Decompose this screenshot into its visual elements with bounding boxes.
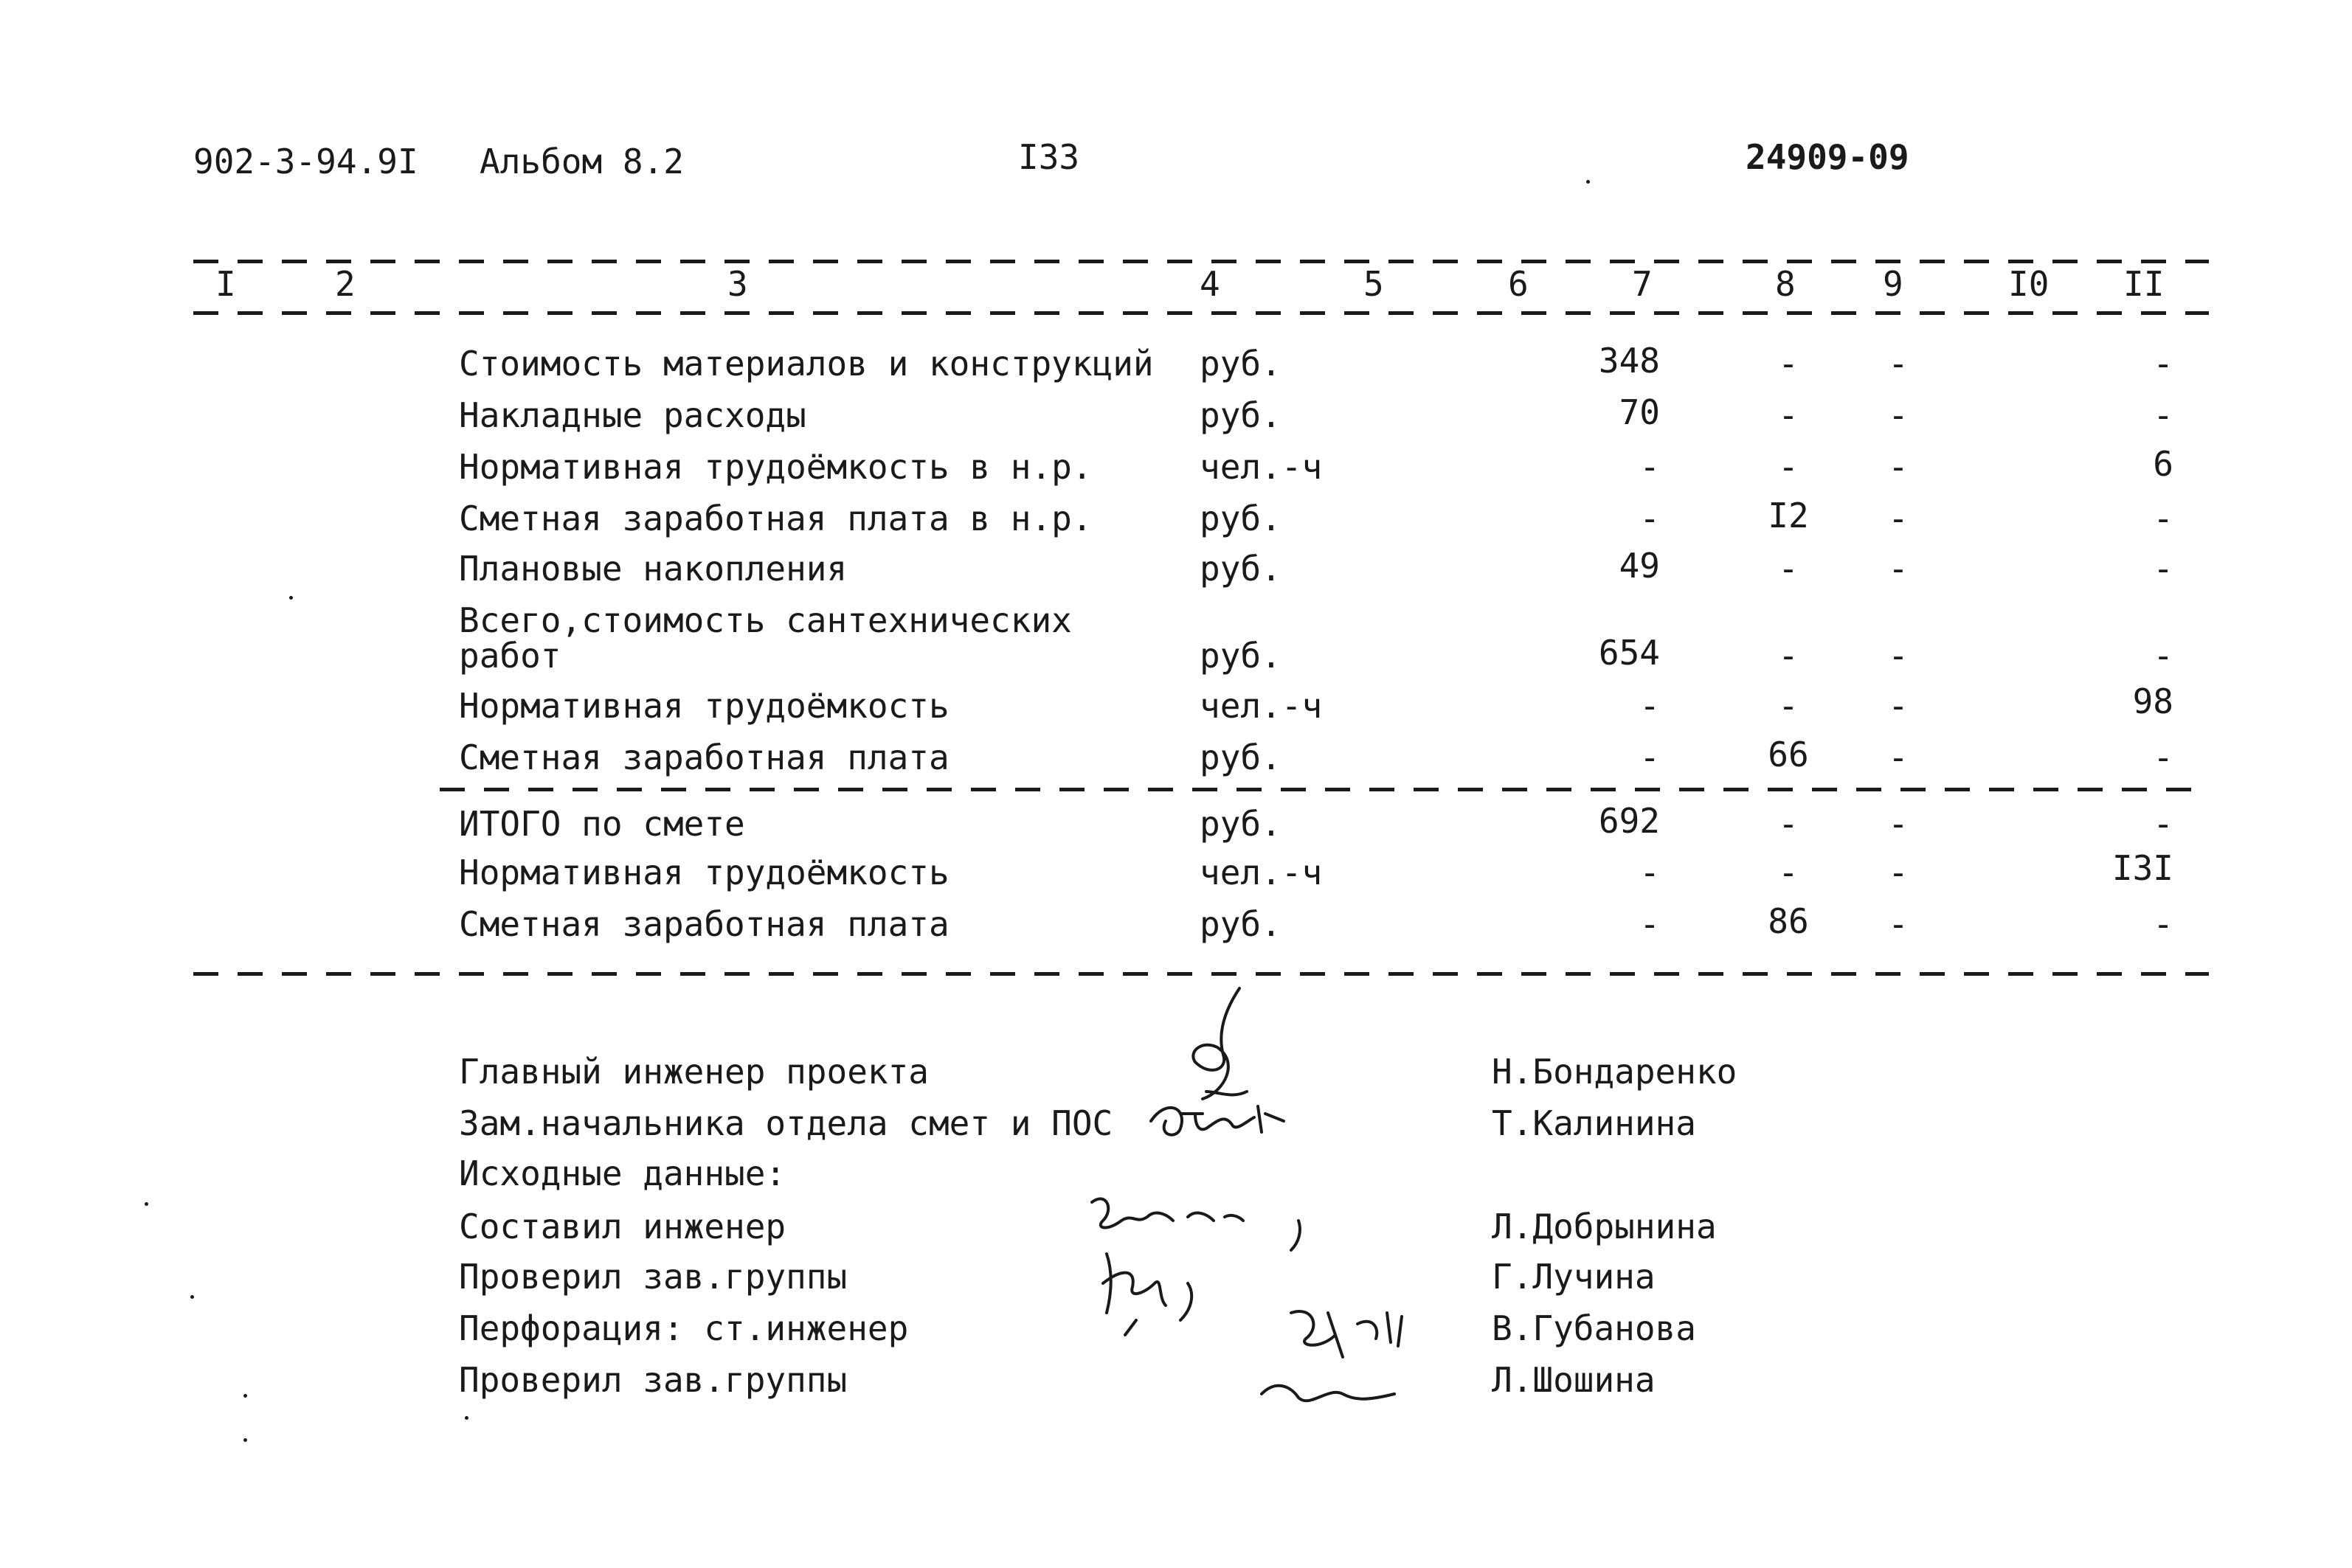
signature-name: В.Губанова [1492,1308,1696,1348]
row-col7: - [1639,499,1660,538]
scan-speck [243,1438,247,1442]
row-col11: - [2153,636,2173,676]
table-bottom-rule [193,972,2209,976]
row-col9: - [1888,344,1909,384]
row-col9: - [1888,904,1909,944]
column-number-3: 3 [727,264,748,304]
row-col11: 6 [2153,444,2173,484]
signature-role: Зам.начальника отдела смет и ПОС [459,1103,1113,1143]
scan-speck [243,1394,247,1398]
row-unit: руб. [1200,549,1282,589]
row-col8: - [1778,395,1799,435]
scan-speck [190,1295,194,1299]
row-col11: - [2153,738,2173,777]
row-name: ИТОГО по смете [459,804,745,844]
row-col8: - [1778,686,1799,726]
row-col11: - [2153,904,2173,944]
row-col9: - [1888,447,1909,487]
row-col8: - [1778,344,1799,384]
row-col8: - [1778,549,1799,589]
row-unit: руб. [1200,395,1282,435]
scan-speck [289,596,293,600]
signature-name: Л.Добрынина [1492,1207,1717,1246]
column-header-bottom-rule [193,311,2209,315]
column-header-top-rule [193,260,2209,263]
row-col7: 70 [1619,392,1660,432]
column-number-1: I [215,264,236,304]
handwritten-signature-deputy-head [1136,1092,1328,1151]
row-col7: 654 [1598,633,1660,673]
document-code: 902-3-94.9I [193,142,418,181]
row-col8: I2 [1768,496,1809,535]
row-col11: - [2153,395,2173,435]
row-col11: - [2153,804,2173,844]
row-col11: - [2153,499,2173,538]
signature-name: Н.Бондаренко [1492,1052,1737,1092]
row-name-line2: работ [459,636,561,676]
row-col8: - [1778,636,1799,676]
row-col11: - [2153,344,2173,384]
totals-separator-rule [440,788,2209,791]
row-name: Сметная заработная плата [459,738,950,777]
signature-role: Проверил зав.группы [459,1360,848,1400]
row-col9: - [1888,395,1909,435]
column-number-8: 8 [1775,264,1796,304]
row-unit: руб. [1200,738,1282,777]
column-number-7: 7 [1632,264,1653,304]
row-col7: - [1639,447,1660,487]
row-col9: - [1888,499,1909,538]
row-col9: - [1888,636,1909,676]
signature-role: Проверил зав.группы [459,1257,848,1297]
column-number-4: 4 [1200,264,1220,304]
signature-role: Главный инженер проекта [459,1052,929,1092]
column-number-9: 9 [1883,264,1903,304]
row-name: Плановые накопления [459,549,848,589]
row-col7: - [1639,853,1660,892]
row-name: Накладные расходы [459,395,806,435]
album-label: Альбом 8.2 [480,142,684,181]
signature-name: Т.Калинина [1492,1103,1696,1143]
row-unit: руб. [1200,804,1282,844]
row-col7: 348 [1598,341,1660,381]
row-col8: - [1778,447,1799,487]
scan-speck [465,1416,468,1420]
signature-role: Составил инженер [459,1207,786,1246]
column-number-2: 2 [335,264,356,304]
handwritten-signature-perforation [1247,1283,1431,1416]
row-col11: 98 [2132,681,2173,721]
row-unit: руб. [1200,344,1282,384]
row-col7: - [1639,686,1660,726]
handwritten-signature-group-head [1092,1239,1239,1335]
row-col9: - [1888,738,1909,777]
signature-role: Перфорация: ст.инженер [459,1308,909,1348]
row-col7: 692 [1598,801,1660,841]
row-name: Нормативная трудоёмкость в н.р. [459,447,1093,487]
row-name: Сметная заработная плата в н.р. [459,499,1093,538]
row-col11: - [2153,549,2173,589]
row-col11: I3I [2111,848,2173,888]
row-name-line1: Всего,стоимость сантехнических [459,600,1072,640]
row-unit: чел.-ч [1200,686,1323,726]
row-col7: - [1639,738,1660,777]
row-col8: - [1778,804,1799,844]
row-col7: 49 [1619,546,1660,586]
row-col8: - [1778,853,1799,892]
row-col9: - [1888,853,1909,892]
signature-name: Л.Шошина [1492,1360,1656,1400]
row-unit: руб. [1200,499,1282,538]
row-col9: - [1888,804,1909,844]
scan-speck [145,1202,148,1206]
column-number-5: 5 [1363,264,1384,304]
page-number: I33 [1018,137,1080,177]
row-unit: руб. [1200,636,1282,676]
row-col7: - [1639,904,1660,944]
row-col8: 66 [1768,735,1809,774]
row-unit: чел.-ч [1200,853,1323,892]
row-name: Нормативная трудоёмкость [459,686,950,726]
row-unit: чел.-ч [1200,447,1323,487]
row-name: Сметная заработная плата [459,904,950,944]
row-col9: - [1888,686,1909,726]
signature-section-label: Исходные данные: [459,1154,786,1193]
column-number-11: II [2123,264,2165,304]
row-col9: - [1888,549,1909,589]
column-number-10: I0 [2008,264,2050,304]
column-number-6: 6 [1508,264,1529,304]
row-unit: руб. [1200,904,1282,944]
signature-name: Г.Лучина [1492,1257,1656,1297]
document-number: 24909-09 [1746,137,1909,177]
row-col8: 86 [1768,901,1809,941]
row-name: Стоимость материалов и конструкций [459,344,1154,384]
row-name: Нормативная трудоёмкость [459,853,950,892]
scan-speck [1586,180,1590,184]
